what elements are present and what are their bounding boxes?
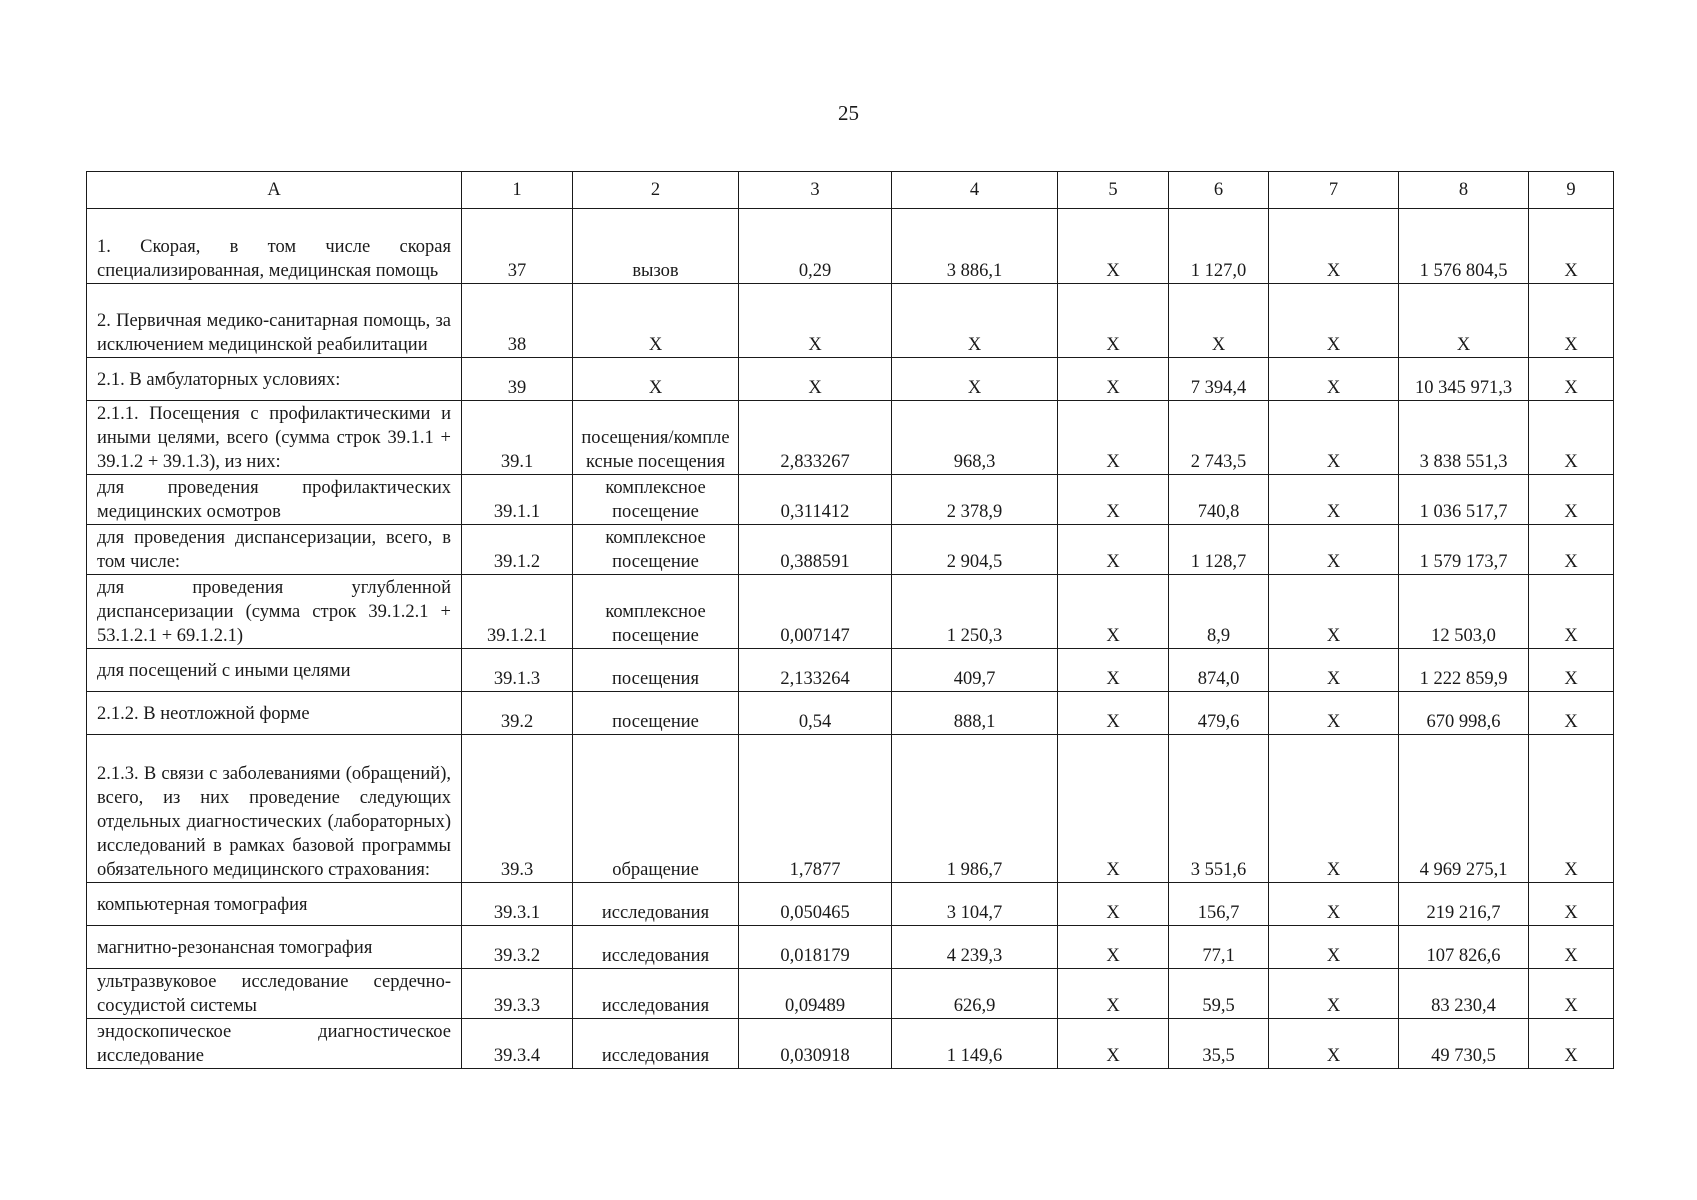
cell-c2: комплексное посещение bbox=[573, 475, 739, 525]
cell-c7: Х bbox=[1269, 284, 1399, 358]
row-name: для проведения диспансеризации, всего, в том числе: bbox=[87, 525, 462, 575]
cell-c1: 39.1.2.1 bbox=[462, 575, 573, 649]
cell-c9: Х bbox=[1529, 969, 1614, 1019]
cell-c5: Х bbox=[1058, 358, 1169, 401]
table-row bbox=[87, 692, 1614, 735]
cell-c7: Х bbox=[1269, 1019, 1399, 1069]
row-name: для посещений с иными целями bbox=[87, 649, 462, 692]
cell-c1: 39.3.1 bbox=[462, 883, 573, 926]
column-header-1: 1 bbox=[462, 172, 573, 209]
row-name: магнитно-резонансная томография bbox=[87, 926, 462, 969]
cell-c1: 39.2 bbox=[462, 692, 573, 735]
cell-c1: 39 bbox=[462, 358, 573, 401]
cell-c9: Х bbox=[1529, 575, 1614, 649]
cell-c5: Х bbox=[1058, 525, 1169, 575]
cell-c8: 12 503,0 bbox=[1399, 575, 1529, 649]
cell-c9: Х bbox=[1529, 284, 1614, 358]
cell-c1: 38 bbox=[462, 284, 573, 358]
cell-c4: 409,7 bbox=[892, 649, 1058, 692]
cell-c5: Х bbox=[1058, 475, 1169, 525]
cell-c6: 156,7 bbox=[1169, 883, 1269, 926]
cell-c6: 1 128,7 bbox=[1169, 525, 1269, 575]
cell-c8: 49 730,5 bbox=[1399, 1019, 1529, 1069]
cell-c4: 888,1 bbox=[892, 692, 1058, 735]
cell-c2: комплексное посещение bbox=[573, 525, 739, 575]
cell-c9: Х bbox=[1529, 401, 1614, 475]
cell-c6: 77,1 bbox=[1169, 926, 1269, 969]
cell-c8: 1 222 859,9 bbox=[1399, 649, 1529, 692]
cell-c3: Х bbox=[739, 284, 892, 358]
cell-c6: 874,0 bbox=[1169, 649, 1269, 692]
cell-c8: 107 826,6 bbox=[1399, 926, 1529, 969]
row-name: 2. Первичная медико-санитарная помощь, за исключением медицинской реабилитации bbox=[87, 284, 462, 358]
column-header-5: 5 bbox=[1058, 172, 1169, 209]
cell-c9: Х bbox=[1529, 649, 1614, 692]
cell-c6: 3 551,6 bbox=[1169, 735, 1269, 883]
row-name: 2.1.3. В связи с заболеваниями (обращений), всего, из них проведение следующих отдельных диагностических (лабораторных) исследований в рамках базовой программы обязательного медицинского страхования: bbox=[87, 735, 462, 883]
cell-c7: Х bbox=[1269, 358, 1399, 401]
data-table bbox=[86, 171, 1614, 1069]
cell-c7: Х bbox=[1269, 692, 1399, 735]
cell-c2: комплексное посещение bbox=[573, 575, 739, 649]
cell-c4: 1 986,7 bbox=[892, 735, 1058, 883]
table-row bbox=[87, 209, 1614, 284]
cell-c2: посещения bbox=[573, 649, 739, 692]
cell-c6: 479,6 bbox=[1169, 692, 1269, 735]
table-row bbox=[87, 883, 1614, 926]
row-name: компьютерная томография bbox=[87, 883, 462, 926]
row-name: 2.1. В амбулаторных условиях: bbox=[87, 358, 462, 401]
cell-c9: Х bbox=[1529, 692, 1614, 735]
column-header-7: 7 bbox=[1269, 172, 1399, 209]
table-header-row bbox=[87, 172, 1614, 209]
cell-c5: Х bbox=[1058, 284, 1169, 358]
cell-c8: 219 216,7 bbox=[1399, 883, 1529, 926]
cell-c6: Х bbox=[1169, 284, 1269, 358]
cell-c2: обращение bbox=[573, 735, 739, 883]
column-header-4: 4 bbox=[892, 172, 1058, 209]
cell-c7: Х bbox=[1269, 926, 1399, 969]
table-row bbox=[87, 969, 1614, 1019]
cell-c3: 0,050465 bbox=[739, 883, 892, 926]
cell-c2: исследования bbox=[573, 969, 739, 1019]
table-row bbox=[87, 1019, 1614, 1069]
cell-c8: 3 838 551,3 bbox=[1399, 401, 1529, 475]
cell-c1: 39.3.4 bbox=[462, 1019, 573, 1069]
cell-c1: 39.1.1 bbox=[462, 475, 573, 525]
cell-c2: исследования bbox=[573, 883, 739, 926]
row-name: ультразвуковое исследование сердечно-сосудистой системы bbox=[87, 969, 462, 1019]
column-header-6: 6 bbox=[1169, 172, 1269, 209]
cell-c1: 39.3.2 bbox=[462, 926, 573, 969]
cell-c7: Х bbox=[1269, 735, 1399, 883]
cell-c4: 968,3 bbox=[892, 401, 1058, 475]
table-row bbox=[87, 284, 1614, 358]
column-header-2: 2 bbox=[573, 172, 739, 209]
cell-c2: Х bbox=[573, 284, 739, 358]
table-row bbox=[87, 575, 1614, 649]
cell-c8: 1 576 804,5 bbox=[1399, 209, 1529, 284]
cell-c7: Х bbox=[1269, 209, 1399, 284]
cell-c3: 1,7877 bbox=[739, 735, 892, 883]
row-name: для проведения углубленной диспансеризации (сумма строк 39.1.2.1 + 53.1.2.1 + 69.1.2.1) bbox=[87, 575, 462, 649]
cell-c5: Х bbox=[1058, 575, 1169, 649]
cell-c9: Х bbox=[1529, 209, 1614, 284]
cell-c9: Х bbox=[1529, 475, 1614, 525]
cell-c1: 39.3.3 bbox=[462, 969, 573, 1019]
cell-c1: 39.3 bbox=[462, 735, 573, 883]
cell-c8: 670 998,6 bbox=[1399, 692, 1529, 735]
cell-c4: Х bbox=[892, 358, 1058, 401]
cell-c3: 0,018179 bbox=[739, 926, 892, 969]
cell-c4: 626,9 bbox=[892, 969, 1058, 1019]
cell-c7: Х bbox=[1269, 475, 1399, 525]
cell-c5: Х bbox=[1058, 926, 1169, 969]
cell-c5: Х bbox=[1058, 969, 1169, 1019]
row-name: эндоскопическое диагностическое исследование bbox=[87, 1019, 462, 1069]
cell-c5: Х bbox=[1058, 1019, 1169, 1069]
cell-c2: вызов bbox=[573, 209, 739, 284]
cell-c8: 1 579 173,7 bbox=[1399, 525, 1529, 575]
cell-c5: Х bbox=[1058, 735, 1169, 883]
row-name: 1. Скорая, в том числе скорая специализированная, медицинская помощь bbox=[87, 209, 462, 284]
cell-c4: 2 378,9 bbox=[892, 475, 1058, 525]
cell-c4: 1 250,3 bbox=[892, 575, 1058, 649]
cell-c6: 740,8 bbox=[1169, 475, 1269, 525]
cell-c4: Х bbox=[892, 284, 1058, 358]
cell-c7: Х bbox=[1269, 401, 1399, 475]
page-number: 25 bbox=[838, 101, 859, 125]
cell-c9: Х bbox=[1529, 358, 1614, 401]
cell-c4: 3 104,7 bbox=[892, 883, 1058, 926]
row-name: 2.1.1. Посещения с профилактическими и иными целями, всего (сумма строк 39.1.1 + 39.1.2 + 39.1.3), из них: bbox=[87, 401, 462, 475]
cell-c5: Х bbox=[1058, 401, 1169, 475]
cell-c6: 35,5 bbox=[1169, 1019, 1269, 1069]
row-name: для проведения профилактических медицинских осмотров bbox=[87, 475, 462, 525]
cell-c1: 37 bbox=[462, 209, 573, 284]
cell-c2: посещения/комплексные посещения bbox=[573, 401, 739, 475]
cell-c2: исследования bbox=[573, 926, 739, 969]
table-row bbox=[87, 525, 1614, 575]
table-row bbox=[87, 358, 1614, 401]
cell-c9: Х bbox=[1529, 1019, 1614, 1069]
cell-c1: 39.1.2 bbox=[462, 525, 573, 575]
cell-c9: Х bbox=[1529, 525, 1614, 575]
cell-c3: 2,133264 bbox=[739, 649, 892, 692]
cell-c3: 0,54 bbox=[739, 692, 892, 735]
column-header-8: 8 bbox=[1399, 172, 1529, 209]
cell-c3: 0,29 bbox=[739, 209, 892, 284]
cell-c9: Х bbox=[1529, 926, 1614, 969]
cell-c6: 8,9 bbox=[1169, 575, 1269, 649]
cell-c5: Х bbox=[1058, 883, 1169, 926]
column-header-9: 9 bbox=[1529, 172, 1614, 209]
cell-c3: 0,388591 bbox=[739, 525, 892, 575]
cell-c9: Х bbox=[1529, 735, 1614, 883]
cell-c2: исследования bbox=[573, 1019, 739, 1069]
cell-c6: 1 127,0 bbox=[1169, 209, 1269, 284]
cell-c8: 83 230,4 bbox=[1399, 969, 1529, 1019]
cell-c6: 59,5 bbox=[1169, 969, 1269, 1019]
table-row bbox=[87, 401, 1614, 475]
table-row bbox=[87, 475, 1614, 525]
cell-c6: 7 394,4 bbox=[1169, 358, 1269, 401]
cell-c8: 4 969 275,1 bbox=[1399, 735, 1529, 883]
cell-c5: Х bbox=[1058, 209, 1169, 284]
cell-c3: 2,833267 bbox=[739, 401, 892, 475]
table-row bbox=[87, 735, 1614, 883]
cell-c7: Х bbox=[1269, 525, 1399, 575]
cell-c7: Х bbox=[1269, 883, 1399, 926]
cell-c3: 0,007147 bbox=[739, 575, 892, 649]
cell-c5: Х bbox=[1058, 692, 1169, 735]
cell-c4: 4 239,3 bbox=[892, 926, 1058, 969]
cell-c8: Х bbox=[1399, 284, 1529, 358]
cell-c3: 0,311412 bbox=[739, 475, 892, 525]
cell-c8: 1 036 517,7 bbox=[1399, 475, 1529, 525]
table-row bbox=[87, 649, 1614, 692]
column-header-3: 3 bbox=[739, 172, 892, 209]
cell-c4: 2 904,5 bbox=[892, 525, 1058, 575]
cell-c3: 0,09489 bbox=[739, 969, 892, 1019]
cell-c3: Х bbox=[739, 358, 892, 401]
cell-c2: посещение bbox=[573, 692, 739, 735]
column-header-a: А bbox=[87, 172, 462, 209]
cell-c2: Х bbox=[573, 358, 739, 401]
cell-c6: 2 743,5 bbox=[1169, 401, 1269, 475]
cell-c8: 10 345 971,3 bbox=[1399, 358, 1529, 401]
cell-c7: Х bbox=[1269, 969, 1399, 1019]
cell-c3: 0,030918 bbox=[739, 1019, 892, 1069]
cell-c5: Х bbox=[1058, 649, 1169, 692]
cell-c7: Х bbox=[1269, 575, 1399, 649]
cell-c1: 39.1 bbox=[462, 401, 573, 475]
cell-c1: 39.1.3 bbox=[462, 649, 573, 692]
cell-c4: 1 149,6 bbox=[892, 1019, 1058, 1069]
cell-c9: Х bbox=[1529, 883, 1614, 926]
table-row bbox=[87, 926, 1614, 969]
row-name: 2.1.2. В неотложной форме bbox=[87, 692, 462, 735]
cell-c7: Х bbox=[1269, 649, 1399, 692]
cell-c4: 3 886,1 bbox=[892, 209, 1058, 284]
